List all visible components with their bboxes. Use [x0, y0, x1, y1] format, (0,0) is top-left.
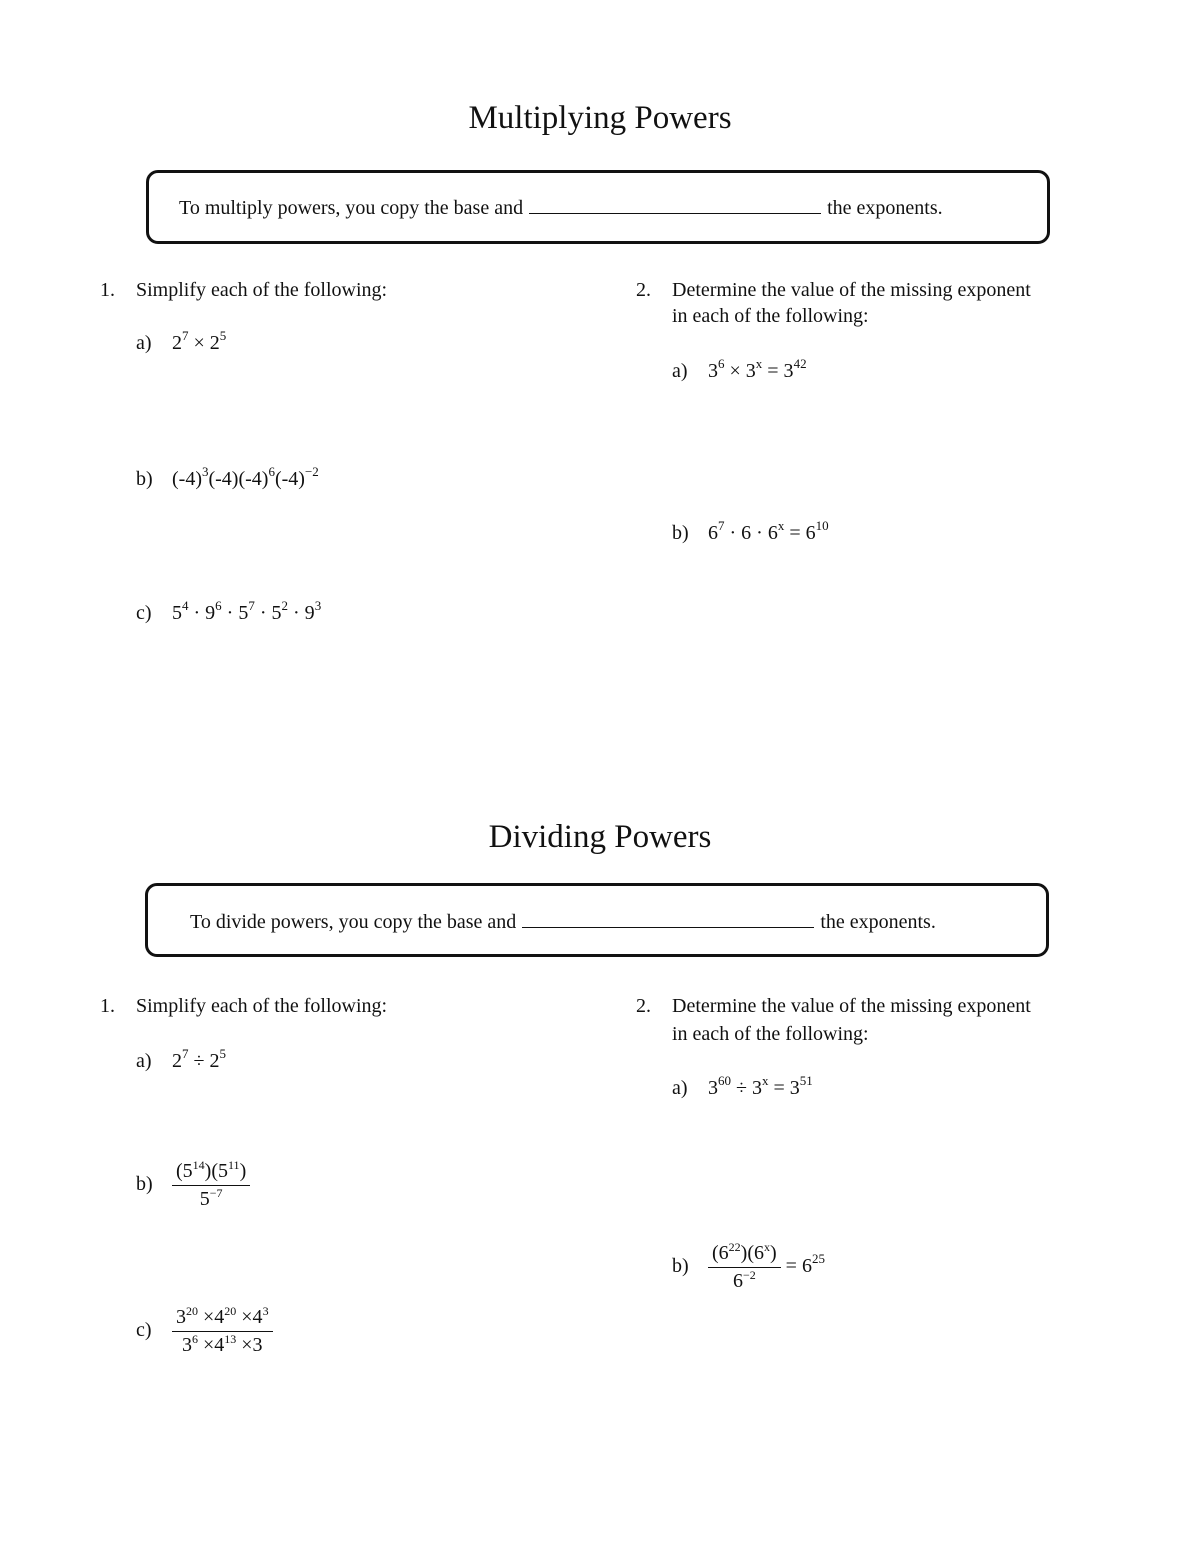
term: ×4	[236, 1306, 263, 1328]
divide-rule-sentence	[190, 911, 936, 934]
exponent: 3	[262, 1304, 269, 1318]
divide-rule-box	[145, 883, 1049, 957]
exponent: x	[761, 1073, 769, 1088]
term: = 6	[784, 522, 816, 544]
divide-item-1b	[136, 1160, 250, 1211]
fraction	[172, 1160, 250, 1211]
multiply-item-1a	[136, 328, 227, 355]
exponent: 6	[268, 464, 275, 479]
base: 2	[172, 1050, 182, 1072]
term: ×3	[236, 1334, 263, 1356]
term: × 3	[724, 360, 756, 382]
term: )(6	[740, 1242, 764, 1264]
divide-item-1c	[136, 1306, 273, 1357]
numerator	[172, 1160, 250, 1186]
term: 6	[708, 522, 718, 544]
exponent: 7	[718, 518, 725, 533]
multiply-title: Multiplying Powers	[468, 100, 732, 136]
question-number: 2.	[636, 279, 651, 301]
multiply-item-2a	[672, 356, 807, 383]
divide-rule-end: the exponents.	[820, 911, 936, 933]
term: (-4)(-4)	[208, 468, 269, 490]
divide-rule-start: To divide powers, you copy the base and	[190, 911, 517, 933]
base: 2	[172, 332, 182, 354]
exponent: 25	[811, 1251, 825, 1267]
question-prompt: Simplify each of the following:	[136, 279, 388, 301]
exponent: 20	[224, 1304, 237, 1318]
divide-item-2b	[672, 1242, 825, 1293]
term: 6	[732, 1270, 743, 1292]
divide-title: Dividing Powers	[488, 819, 712, 855]
term: ×4	[198, 1334, 225, 1356]
term: (-4)	[274, 468, 305, 490]
base: 2	[209, 332, 220, 354]
exponent: 4	[182, 598, 189, 613]
item-label: b)	[672, 522, 689, 544]
multiply-question-2	[636, 279, 1031, 302]
term: )	[239, 1160, 247, 1182]
exponent: 10	[815, 518, 829, 533]
item-label: a)	[672, 360, 688, 382]
multiply-rule-sentence	[179, 197, 943, 220]
term: (-4)	[172, 468, 202, 490]
exponent: 14	[192, 1158, 205, 1172]
multiply-rule-start: To multiply powers, you copy the base and	[179, 197, 524, 219]
numerator	[172, 1306, 273, 1332]
exponent: 7	[182, 328, 189, 343]
multiply-item-1c	[136, 598, 322, 625]
exponent: x	[777, 518, 785, 533]
term: (6	[712, 1242, 729, 1264]
question-number: 1.	[100, 279, 115, 301]
exponent: 2	[281, 598, 289, 613]
multiply-question-1	[100, 279, 387, 302]
item-label: b)	[136, 468, 153, 490]
exponent: x	[755, 356, 763, 371]
item-label: a)	[136, 1050, 152, 1072]
divide-question-1	[100, 995, 387, 1018]
term: · 9	[288, 602, 315, 624]
divide-item-1a	[136, 1046, 226, 1073]
term: ÷ 3	[731, 1077, 762, 1099]
term: (5	[176, 1160, 193, 1182]
term: · 5	[221, 602, 249, 624]
term: · 5	[254, 602, 282, 624]
exponent: −2	[742, 1268, 756, 1282]
item-label: b)	[136, 1173, 153, 1196]
exponent: −2	[304, 464, 319, 479]
exponent: 60	[718, 1073, 731, 1088]
exponent: 6	[192, 1332, 198, 1346]
multiply-rule-end: the exponents.	[827, 197, 943, 219]
denominator	[708, 1268, 781, 1293]
exponent: 6	[215, 598, 222, 613]
term: 3	[708, 1077, 718, 1099]
exponent: 42	[793, 356, 807, 371]
exponent: 51	[799, 1073, 813, 1088]
exponent: −7	[209, 1186, 223, 1200]
item-label: c)	[136, 1319, 152, 1342]
exponent: 22	[728, 1240, 741, 1254]
numerator	[708, 1242, 781, 1268]
exponent: 7	[182, 1046, 189, 1061]
term: = 6	[780, 1255, 812, 1278]
term: 5	[199, 1188, 210, 1210]
divide-item-2a	[672, 1073, 813, 1100]
item-label: a)	[136, 332, 152, 354]
item-label: b)	[672, 1255, 689, 1278]
exponent: 20	[186, 1304, 198, 1318]
term: · 9	[188, 602, 216, 624]
divide-rule-blank[interactable]	[522, 913, 814, 928]
fraction	[708, 1242, 781, 1293]
question-prompt-line1: Determine the value of the missing exponent	[672, 995, 1031, 1017]
question-prompt: Simplify each of the following:	[136, 995, 388, 1017]
divide-question-2	[636, 995, 1031, 1018]
exponent: 5	[219, 1046, 226, 1061]
operator: ÷	[188, 1050, 210, 1072]
term: = 3	[762, 360, 794, 382]
denominator	[172, 1186, 250, 1211]
term: 3	[176, 1306, 186, 1328]
exponent: 7	[248, 598, 255, 613]
question-number: 1.	[100, 995, 115, 1017]
term: )	[770, 1242, 777, 1264]
multiply-rule-box	[146, 170, 1050, 244]
exponent: 3	[314, 598, 322, 613]
term: )(5	[204, 1160, 228, 1182]
term: ×4	[198, 1306, 225, 1328]
item-label: c)	[136, 602, 152, 624]
exponent: 11	[228, 1158, 240, 1172]
exponent: 3	[201, 464, 209, 479]
term: 3	[708, 360, 718, 382]
multiply-question-2-line2: in each of the following:	[672, 305, 869, 327]
operator: ×	[188, 332, 210, 354]
exponent: 5	[219, 328, 227, 343]
denominator	[172, 1332, 273, 1357]
exponent: 6	[718, 356, 725, 371]
question-number: 2.	[636, 995, 651, 1017]
question-prompt-line1: Determine the value of the missing exponent	[672, 279, 1031, 301]
exponent: 13	[224, 1332, 237, 1346]
multiply-item-1b	[136, 464, 319, 491]
term: = 3	[768, 1077, 800, 1099]
term: 5	[172, 602, 182, 624]
multiply-rule-blank[interactable]	[529, 199, 821, 214]
exponent: x	[764, 1240, 770, 1254]
fraction	[172, 1306, 273, 1357]
base: 2	[209, 1050, 220, 1072]
multiply-item-2b	[672, 518, 829, 545]
item-label: a)	[672, 1077, 688, 1099]
term: 3	[182, 1334, 192, 1356]
divide-question-2-line2: in each of the following:	[672, 1023, 869, 1045]
term: · 6 · 6	[724, 522, 778, 544]
